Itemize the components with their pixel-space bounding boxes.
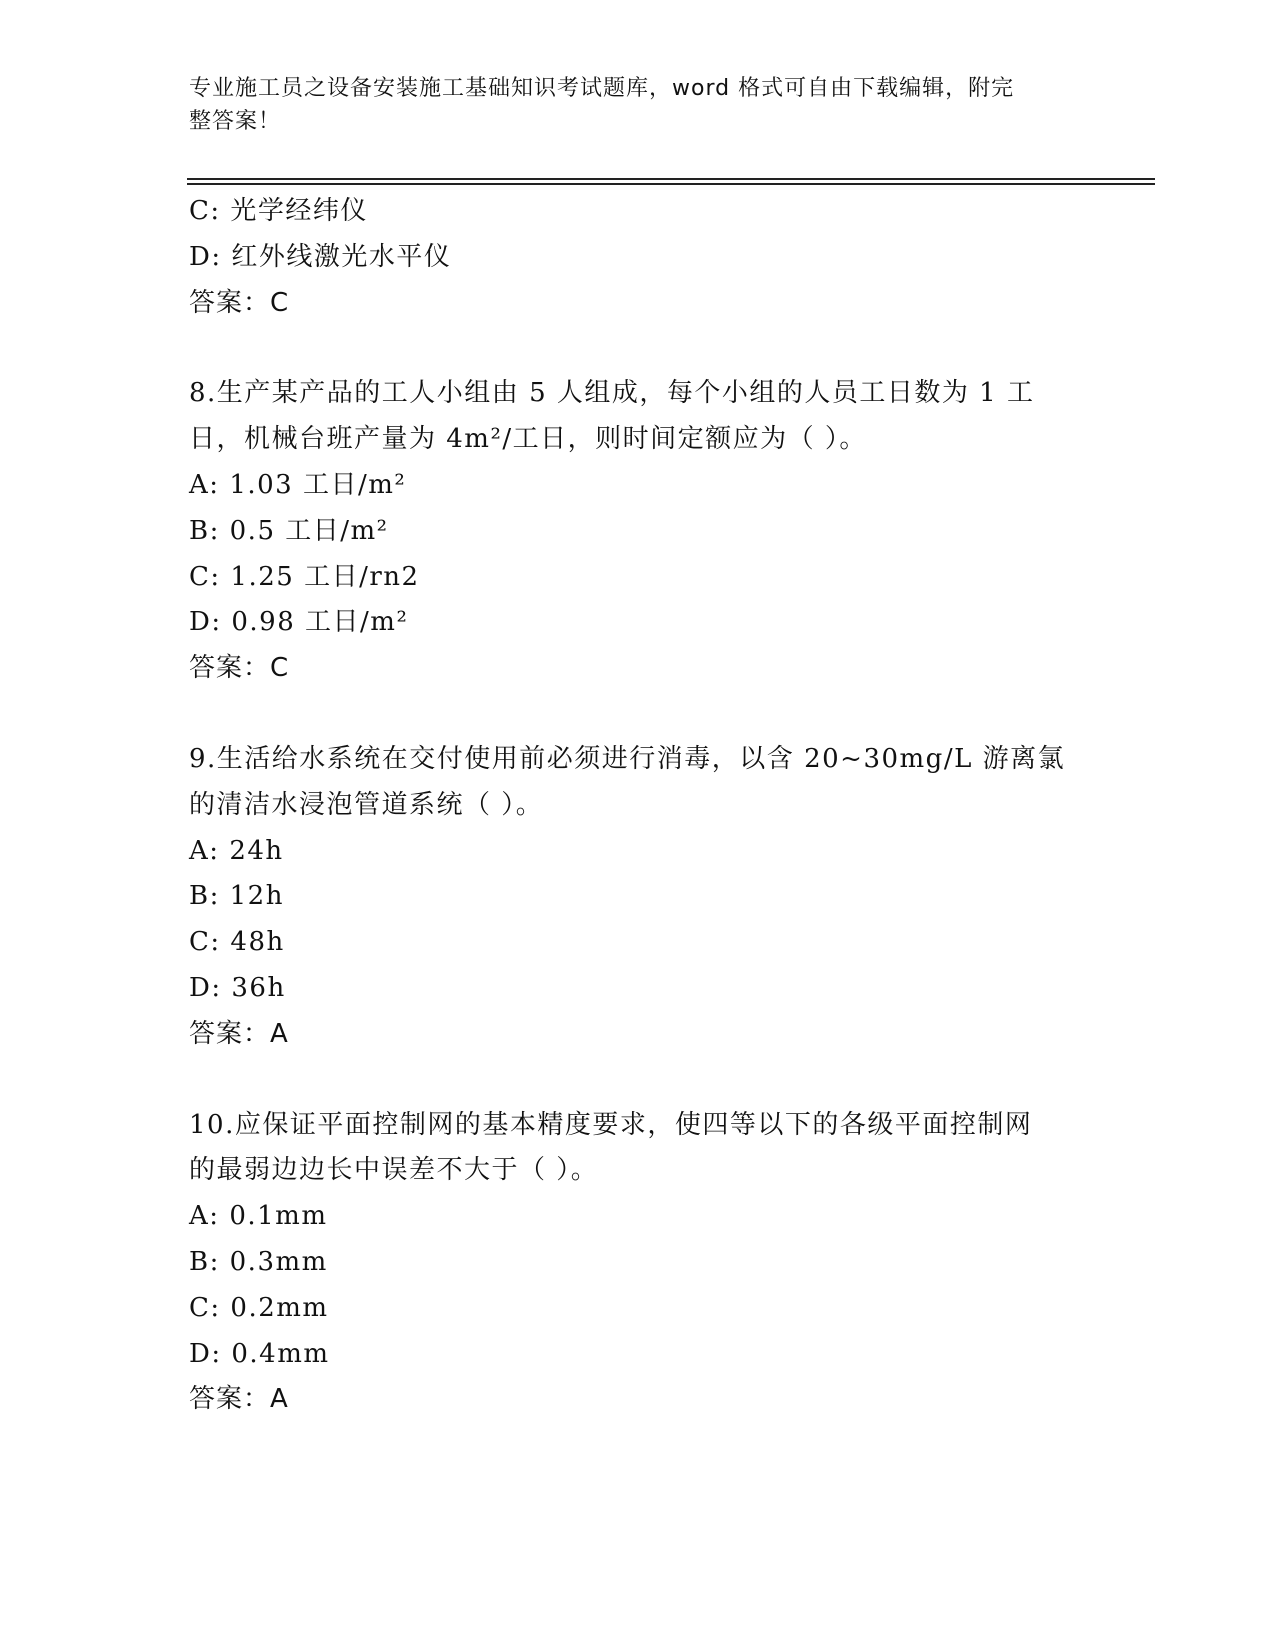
question-text-line-2: 日，机械台班产量为 4m²/工日，则时间定额应为（ ）。 bbox=[189, 424, 867, 455]
option-text: 0.2mm bbox=[230, 1292, 329, 1323]
option-b bbox=[189, 509, 1089, 555]
header-divider-bottom bbox=[187, 183, 1155, 185]
answer-line: 答案：A bbox=[189, 1384, 289, 1415]
option-label: C: bbox=[189, 196, 221, 226]
option-label: C: bbox=[189, 927, 221, 958]
question-text-line-1: 10.应保证平面控制网的基本精度要求，使四等以下的各级平面控制网 bbox=[189, 1109, 1033, 1140]
option-b bbox=[189, 874, 1089, 920]
question-8 bbox=[189, 371, 1089, 692]
option-text: 光学经纬仪 bbox=[230, 196, 368, 226]
question-text bbox=[189, 1103, 1069, 1195]
option-label: B: bbox=[189, 881, 220, 912]
answer-line: 答案：C bbox=[189, 287, 290, 318]
option-label: C: bbox=[189, 561, 221, 592]
option-d bbox=[189, 235, 1089, 281]
option-label: A: bbox=[189, 469, 220, 500]
option-text: 0.98 工日/m² bbox=[231, 607, 409, 638]
option-c bbox=[189, 1286, 1089, 1332]
option-d bbox=[189, 966, 1089, 1012]
question-9 bbox=[189, 737, 1089, 1058]
question-text-line-1: 9.生活给水系统在交付使用前必须进行消毒，以含 20~30mg/L 游离氯 bbox=[189, 743, 1066, 774]
option-text: 12h bbox=[229, 881, 284, 912]
header-title-line-1: 专业施工员之设备安装施工基础知识考试题库，word 格式可自由下载编辑，附完 bbox=[189, 76, 1015, 101]
option-text: 0.5 工日/m² bbox=[229, 515, 389, 546]
option-text: 1.03 工日/m² bbox=[229, 469, 407, 500]
question-10 bbox=[189, 1103, 1089, 1424]
answer-line: 答案：C bbox=[189, 653, 290, 684]
option-d bbox=[189, 600, 1089, 646]
question-text-line-2: 的清洁水浸泡管道系统（ ）。 bbox=[189, 789, 544, 820]
option-text: 0.4mm bbox=[231, 1338, 330, 1369]
option-c bbox=[189, 920, 1089, 966]
option-a bbox=[189, 463, 1089, 509]
option-c bbox=[189, 189, 1089, 235]
option-label: A: bbox=[189, 835, 220, 866]
option-label: D: bbox=[189, 1338, 222, 1369]
option-label: D: bbox=[189, 607, 222, 638]
header-divider-top bbox=[187, 178, 1155, 180]
option-label: C: bbox=[189, 1292, 221, 1323]
option-b bbox=[189, 1240, 1089, 1286]
option-text: 24h bbox=[229, 835, 284, 866]
option-text: 36h bbox=[231, 972, 286, 1003]
option-label: A: bbox=[189, 1201, 220, 1232]
option-text: 0.1mm bbox=[229, 1201, 328, 1232]
header-title-line-2: 整答案！ bbox=[189, 109, 282, 134]
option-text: 红外线激光水平仪 bbox=[231, 241, 452, 272]
option-label: B: bbox=[189, 515, 220, 546]
option-a bbox=[189, 829, 1089, 875]
question-text bbox=[189, 371, 1069, 463]
question-list bbox=[189, 189, 1089, 1423]
option-text: 0.3mm bbox=[229, 1246, 328, 1277]
option-c bbox=[189, 555, 1089, 601]
question-text bbox=[189, 737, 1069, 829]
partial-question bbox=[189, 189, 1089, 326]
option-label: D: bbox=[189, 241, 222, 272]
question-text-line-2: 的最弱边边长中误差不大于（ ）。 bbox=[189, 1155, 599, 1186]
option-text: 1.25 工日/rn2 bbox=[230, 561, 420, 592]
option-label: B: bbox=[189, 1246, 220, 1277]
answer-line: 答案：A bbox=[189, 1018, 289, 1049]
option-d bbox=[189, 1332, 1089, 1378]
option-label: D: bbox=[189, 972, 222, 1003]
question-text-line-1: 8.生产某产品的工人小组由 5 人组成，每个小组的人员工日数为 1 工 bbox=[189, 378, 1035, 409]
option-text: 48h bbox=[230, 927, 285, 958]
document-header bbox=[189, 72, 1089, 138]
option-a bbox=[189, 1194, 1089, 1240]
